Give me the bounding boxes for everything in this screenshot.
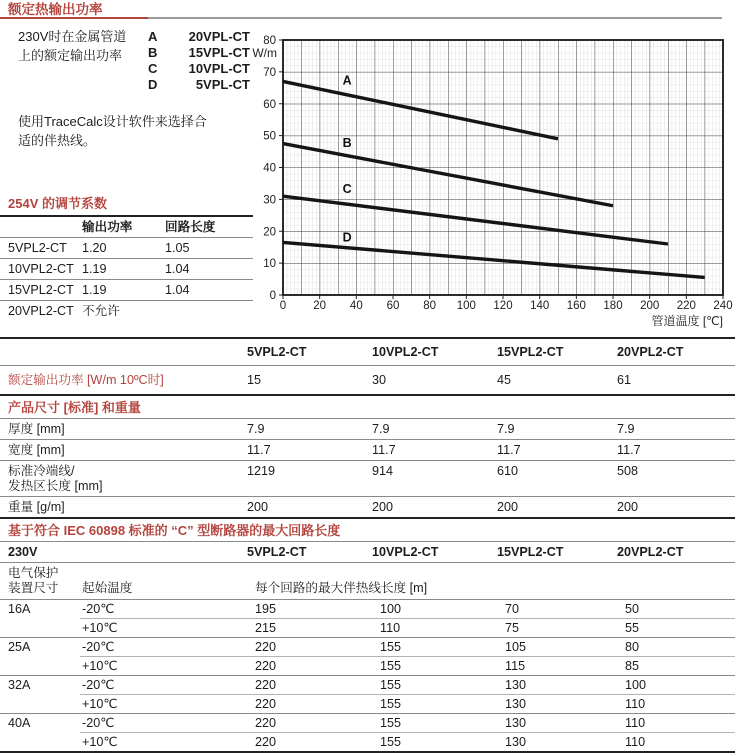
legend-key: A [148,29,158,44]
tracecalc-note [18,112,248,150]
value-cell: 11.7 [617,443,641,457]
table-row [0,714,735,732]
device-line1: 电气保护 [8,566,59,580]
value-cell: 220 [255,640,277,654]
output-power-chart [245,26,735,328]
table-row-cold-lead [0,461,735,497]
table-row [0,600,735,618]
legend-item-a [148,29,250,45]
value-cell: 1219 [247,464,276,478]
length-cell: 1.04 [165,283,190,297]
table-row [0,301,253,321]
protection-header-row [0,563,735,600]
row-label: 宽度 [mm] [8,443,65,457]
intro-line2: 上的额定输出功率 [18,48,123,63]
section-heading-rated-output: 额定热输出功率 [8,2,103,17]
length-cell [165,301,253,321]
device-size-header [0,566,82,596]
length-cell: 1.05 [165,241,190,255]
x-tick-label: 60 [386,300,400,312]
x-tick-label: 200 [640,300,660,312]
x-tick-label: 120 [493,300,513,312]
col-header: 10VPL2-CT [372,345,439,359]
col-header: 5VPL2-CT [247,545,307,559]
legend-label: 15VPL-CT [188,45,250,60]
temp-cell: +10℃ [82,659,118,673]
x-tick-label: 240 [713,300,733,312]
empty-cell [0,619,82,637]
table-row [0,657,735,675]
series-label-D: D [342,230,352,245]
value-cell: 610 [497,464,519,478]
legend-item-c [148,61,250,77]
x-tick-label: 20 [313,300,327,312]
value-cell: 55 [625,621,640,635]
value-cell: 220 [255,697,277,711]
value-cell: 11.7 [372,443,396,457]
value-cell: 11.7 [247,443,271,457]
table-row-weight [0,497,735,519]
adjustment-header-row [0,215,253,238]
value-cell: 200 [497,500,519,514]
value-cell: 7.9 [617,422,635,436]
table-row [0,619,735,637]
value-cell: 100 [625,678,647,692]
table-row [0,676,735,694]
chart-legend [148,29,250,93]
note-line1: 使用TraceCalc设计软件来选择合 [18,114,207,129]
row-label: 额定输出功率 [W/m 10ºC时] [8,373,164,387]
model-cell: 15VPL2-CT [8,283,74,297]
value-cell: 200 [372,500,394,514]
empty-cell [0,339,247,365]
start-temp-header: 起始温度 [82,581,133,595]
intro-text [18,27,153,65]
value-cell: 110 [625,735,646,749]
value-cell: 155 [380,697,402,711]
value-cell: 105 [505,640,527,654]
lower-tables [0,337,735,753]
x-tick-label: 140 [530,300,550,312]
table-row-width [0,440,735,461]
col-header: 20VPL2-CT [617,345,684,359]
value-cell: 110 [625,716,646,730]
temp-cell: -20℃ [82,602,115,616]
intro-line1: 230V时在金属管道 [18,29,127,44]
value-cell: 130 [505,716,527,730]
value-cell: 15 [247,373,262,387]
temp-cell: -20℃ [82,716,115,730]
col-header-length: 回路长度 [165,220,216,234]
temp-cell: -20℃ [82,678,115,692]
row-label: 厚度 [mm] [8,422,65,436]
rated-power-row [0,366,735,396]
length-cell: 1.04 [165,262,190,276]
col-header: 15VPL2-CT [497,345,564,359]
temp-cell: -20℃ [82,640,115,654]
empty-cell [0,217,82,237]
value-cell: 200 [247,500,269,514]
x-axis-label: 管道温度 [℃] [651,314,723,328]
row-label-line1: 标准冷端线/ [8,464,75,478]
value-cell: 220 [255,735,277,749]
row-label-line2: 发热区长度 [mm] [8,479,103,493]
value-cell: 110 [625,697,646,711]
power-cell: 1.19 [82,262,107,276]
device-line2: 装置尺寸 [8,581,59,595]
breaker-group-25A [0,638,735,676]
value-cell: 215 [255,621,277,635]
value-cell: 70 [505,602,520,616]
y-tick-label: 50 [263,130,276,143]
model-cell: 20VPL2-CT [8,304,74,318]
table-row [0,238,253,259]
max-length-header: 每个回路的最大伴热线长度 [m] [255,581,428,595]
model-cell: 5VPL2-CT [8,241,67,255]
value-cell: 155 [380,716,402,730]
value-cell: 220 [255,678,277,692]
value-cell: 155 [380,735,402,749]
value-cell: 45 [497,373,512,387]
value-cell: 220 [255,659,277,673]
col-header: 5VPL2-CT [247,345,307,359]
series-label-B: B [342,135,352,150]
col-header: 15VPL2-CT [497,545,564,559]
value-cell: 11.7 [497,443,521,457]
breaker-group-32A [0,676,735,714]
table-row [0,695,735,713]
table-row [0,638,735,656]
value-cell: 85 [625,659,640,673]
x-tick-label: 100 [456,300,476,312]
x-tick-label: 160 [566,300,586,312]
x-tick-label: 80 [423,300,437,312]
value-cell: 220 [255,716,277,730]
table-row [0,259,253,280]
legend-key: D [148,77,158,92]
heading-rule [0,17,735,19]
col-header: 10VPL2-CT [372,545,439,559]
voltage-header-row [0,542,735,563]
value-cell: 7.9 [497,422,515,436]
col-header-power: 输出功率 [82,220,133,234]
value-cell: 155 [380,678,402,692]
empty-cell [0,733,82,751]
value-cell: 130 [505,735,527,749]
spec-header-row [0,337,735,366]
legend-key: C [148,61,158,76]
y-tick-label: 70 [263,66,276,79]
model-cell: 10VPL2-CT [8,262,74,276]
adjustment-factor-table [0,196,253,321]
value-cell: 130 [505,697,527,711]
power-cell: 不允许 [82,304,120,318]
value-cell: 80 [625,640,640,654]
x-tick-label: 40 [349,300,363,312]
voltage-label: 230V [8,545,38,559]
row-label [0,461,247,496]
value-cell: 7.9 [247,422,265,436]
legend-label: 10VPL-CT [188,61,250,76]
value-cell: 50 [625,602,640,616]
value-cell: 195 [255,602,277,616]
breaker-group-40A [0,714,735,753]
power-cell: 1.19 [82,283,107,297]
table-row [0,280,253,301]
dimensions-heading: 产品尺寸 [标准] 和重量 [0,396,735,419]
circuit-length-heading: 基于符合 IEC 60898 标准的 “C” 型断路器的最大回路长度 [0,519,735,542]
value-cell: 100 [380,602,402,616]
x-tick-label: 180 [603,300,623,312]
temp-cell: +10℃ [82,735,118,749]
value-cell: 155 [380,659,402,673]
empty-cell [0,657,82,675]
x-tick-label: 0 [279,300,287,312]
adjustment-table-heading: 254V 的调节系数 [8,196,107,211]
value-cell: 155 [380,640,402,654]
legend-label: 5VPL-CT [195,77,250,92]
empty-cell [0,695,82,713]
y-tick-label: 80 [263,35,276,47]
series-label-A: A [342,73,352,88]
value-cell: 115 [505,659,526,673]
legend-item-d [148,77,250,93]
y-tick-label: 60 [263,98,276,111]
value-cell: 130 [505,678,527,692]
value-cell: 61 [617,373,632,387]
table-row-thickness [0,419,735,440]
table-row [0,733,735,751]
breaker-group-16A [0,600,735,638]
legend-item-b [148,45,250,61]
series-label-C: C [342,182,352,196]
breaker-size: 40A [8,716,31,730]
y-tick-label: 0 [269,290,276,302]
value-cell: 75 [505,621,520,635]
value-cell: 914 [372,464,394,478]
y-axis-label: W/m [252,45,277,60]
x-tick-label: 220 [676,300,696,312]
breaker-size: 32A [8,678,31,692]
breaker-size: 16A [8,602,31,616]
note-line2: 适的伴热线。 [18,133,97,148]
temp-cell: +10℃ [82,621,118,635]
temp-cell: +10℃ [82,697,118,711]
row-label: 重量 [g/m] [8,500,65,514]
y-tick-label: 20 [263,226,276,239]
value-cell: 7.9 [372,422,390,436]
legend-label: 20VPL-CT [188,29,250,44]
value-cell: 200 [617,500,639,514]
value-cell: 110 [380,621,401,635]
breaker-size: 25A [8,640,31,654]
value-cell: 30 [372,373,387,387]
power-cell: 1.20 [82,241,107,255]
legend-key: B [148,45,158,60]
col-header: 20VPL2-CT [617,545,684,559]
value-cell: 508 [617,464,639,478]
y-tick-label: 30 [263,194,276,207]
y-tick-label: 10 [263,258,276,271]
y-tick-label: 40 [263,162,276,175]
